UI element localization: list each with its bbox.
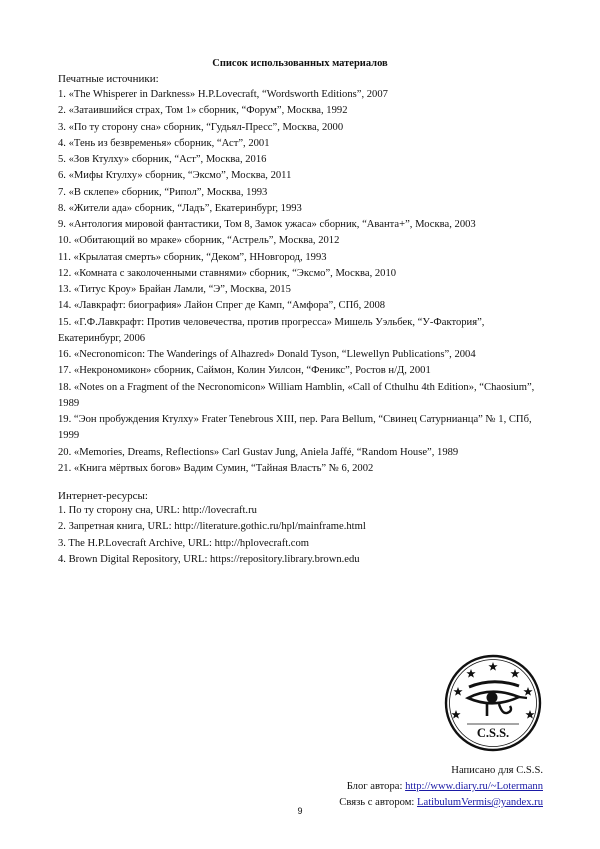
internet-sources-list	[58, 503, 546, 568]
source-list-item: 21. «Книга мёртвых богов» Вадим Сумин, “Тайная Власть” № 6, 2002	[58, 462, 374, 474]
source-list-item: 16. «Necronomicon: The Wanderings of Alhazred» Donald Tyson, “Llewellyn Publications”, 2004	[58, 349, 476, 360]
source-list-item: 3. «По ту сторону сна» сборник, “Гудьял-Пресс”, Москва, 2000	[58, 121, 344, 133]
source-list-item: 1. По ту сторону сна, URL: http://lovecraft.ru	[58, 505, 257, 516]
source-list-item: 17. «Некрономикон» сборник, Саймон, Колин Уилсон, “Феникс”, Ростов н/Д, 2001	[58, 365, 431, 377]
internet-sources-heading: Интернет-ресурсы:	[58, 490, 148, 502]
source-list-item: 2. Запретная книга, URL: http://literature.gothic.ru/hpl/mainframe.html	[58, 521, 366, 533]
source-list-item: 9. «Антология мировой фантастики, Том 8, Замок ужаса» сборник, “Аванта+”, Москва, 2003	[58, 219, 476, 230]
written-for-note: Написано для C.S.S.	[451, 765, 543, 776]
blog-line	[347, 779, 543, 795]
contact-email-link[interactable]: LatibulumVermis@yandex.ru	[417, 797, 543, 808]
source-list-item: 18. «Notes on a Fragment of the Necronomicon» William Hamblin, «Call of Cthulhu 4th Edition», “Chaosium”, 1989	[58, 381, 535, 409]
source-list-item: 10. «Обитающий во мраке» сборник, “Астрель”, Москва, 2012	[58, 235, 340, 247]
source-list-item: 4. Brown Digital Repository, URL: https://repository.library.brown.edu	[58, 553, 360, 565]
source-list-item: 19. “Эон пробуждения Ктулху» Frater Tenebrous XIII, пер. Para Bellum, “Свинец Сатурнианца” № 1, СПб, 1999	[58, 414, 532, 442]
source-list-item: 7. «В склепе» сборник, “Рипол”, Москва, 1993	[58, 186, 268, 198]
blog-link[interactable]: http://www.diary.ru/~Lotermann	[405, 781, 543, 792]
source-list-item: 20. «Memories, Dreams, Reflections» Carl Gustav Jung, Aniela Jaffé, “Random House”, 1989	[58, 446, 459, 458]
source-list-item: 4. «Тень из безвременья» сборник, “Аст”, 2001	[58, 137, 270, 149]
eye-of-horus-emblem-icon	[443, 653, 543, 753]
source-list-item: 6. «Мифы Ктулху» сборник, “Эксмо”, Москва, 2011	[58, 170, 292, 182]
emblem-label: C.S.S.	[476, 726, 510, 740]
print-sources-list	[58, 87, 546, 477]
page-title: Список использованных материалов	[212, 58, 388, 69]
source-list-item: 5. «Зов Ктулху» сборник, “Аст”, Москва, 2016	[58, 154, 267, 165]
page-number: 9	[297, 806, 303, 816]
source-list-item: 14. «Лавкрафт: биография» Лайон Спрег де Камп, “Амфора”, СПб, 2008	[58, 300, 386, 312]
source-list-item: 1. «The Whisperer in Darkness» H.P.Lovecraft, “Wordsworth Editions”, 2007	[58, 89, 388, 100]
source-list-item: 11. «Крылатая смерть» сборник, “Деком”, ННовгород, 1993	[58, 251, 327, 263]
source-list-item: 15. «Г.Ф.Лавкрафт: Против человечества, против прогресса» Мишель Уэльбек, “У-Фактория”, Екатеринбург, 2006	[58, 316, 485, 344]
source-list-item: 2. «Затаившийся страх, Том 1» сборник, “Форум”, Москва, 1992	[58, 105, 348, 117]
source-list-item: 12. «Комната с заколоченными ставнями» сборник, “Эксмо”, Москва, 2010	[58, 267, 397, 279]
source-list-item: 8. «Жители ада» сборник, “Ладъ”, Екатеринбург, 1993	[58, 202, 302, 214]
source-list-item: 3. The H.P.Lovecraft Archive, URL: http://hplovecraft.com	[58, 537, 310, 549]
source-list-item: 13. «Титус Кроу» Брайан Ламли, “Э”, Москва, 2015	[58, 284, 291, 295]
contact-label: Связь с автором:	[339, 797, 418, 808]
print-sources-heading: Печатные источники:	[58, 73, 159, 85]
blog-label: Блог автора:	[346, 781, 406, 792]
